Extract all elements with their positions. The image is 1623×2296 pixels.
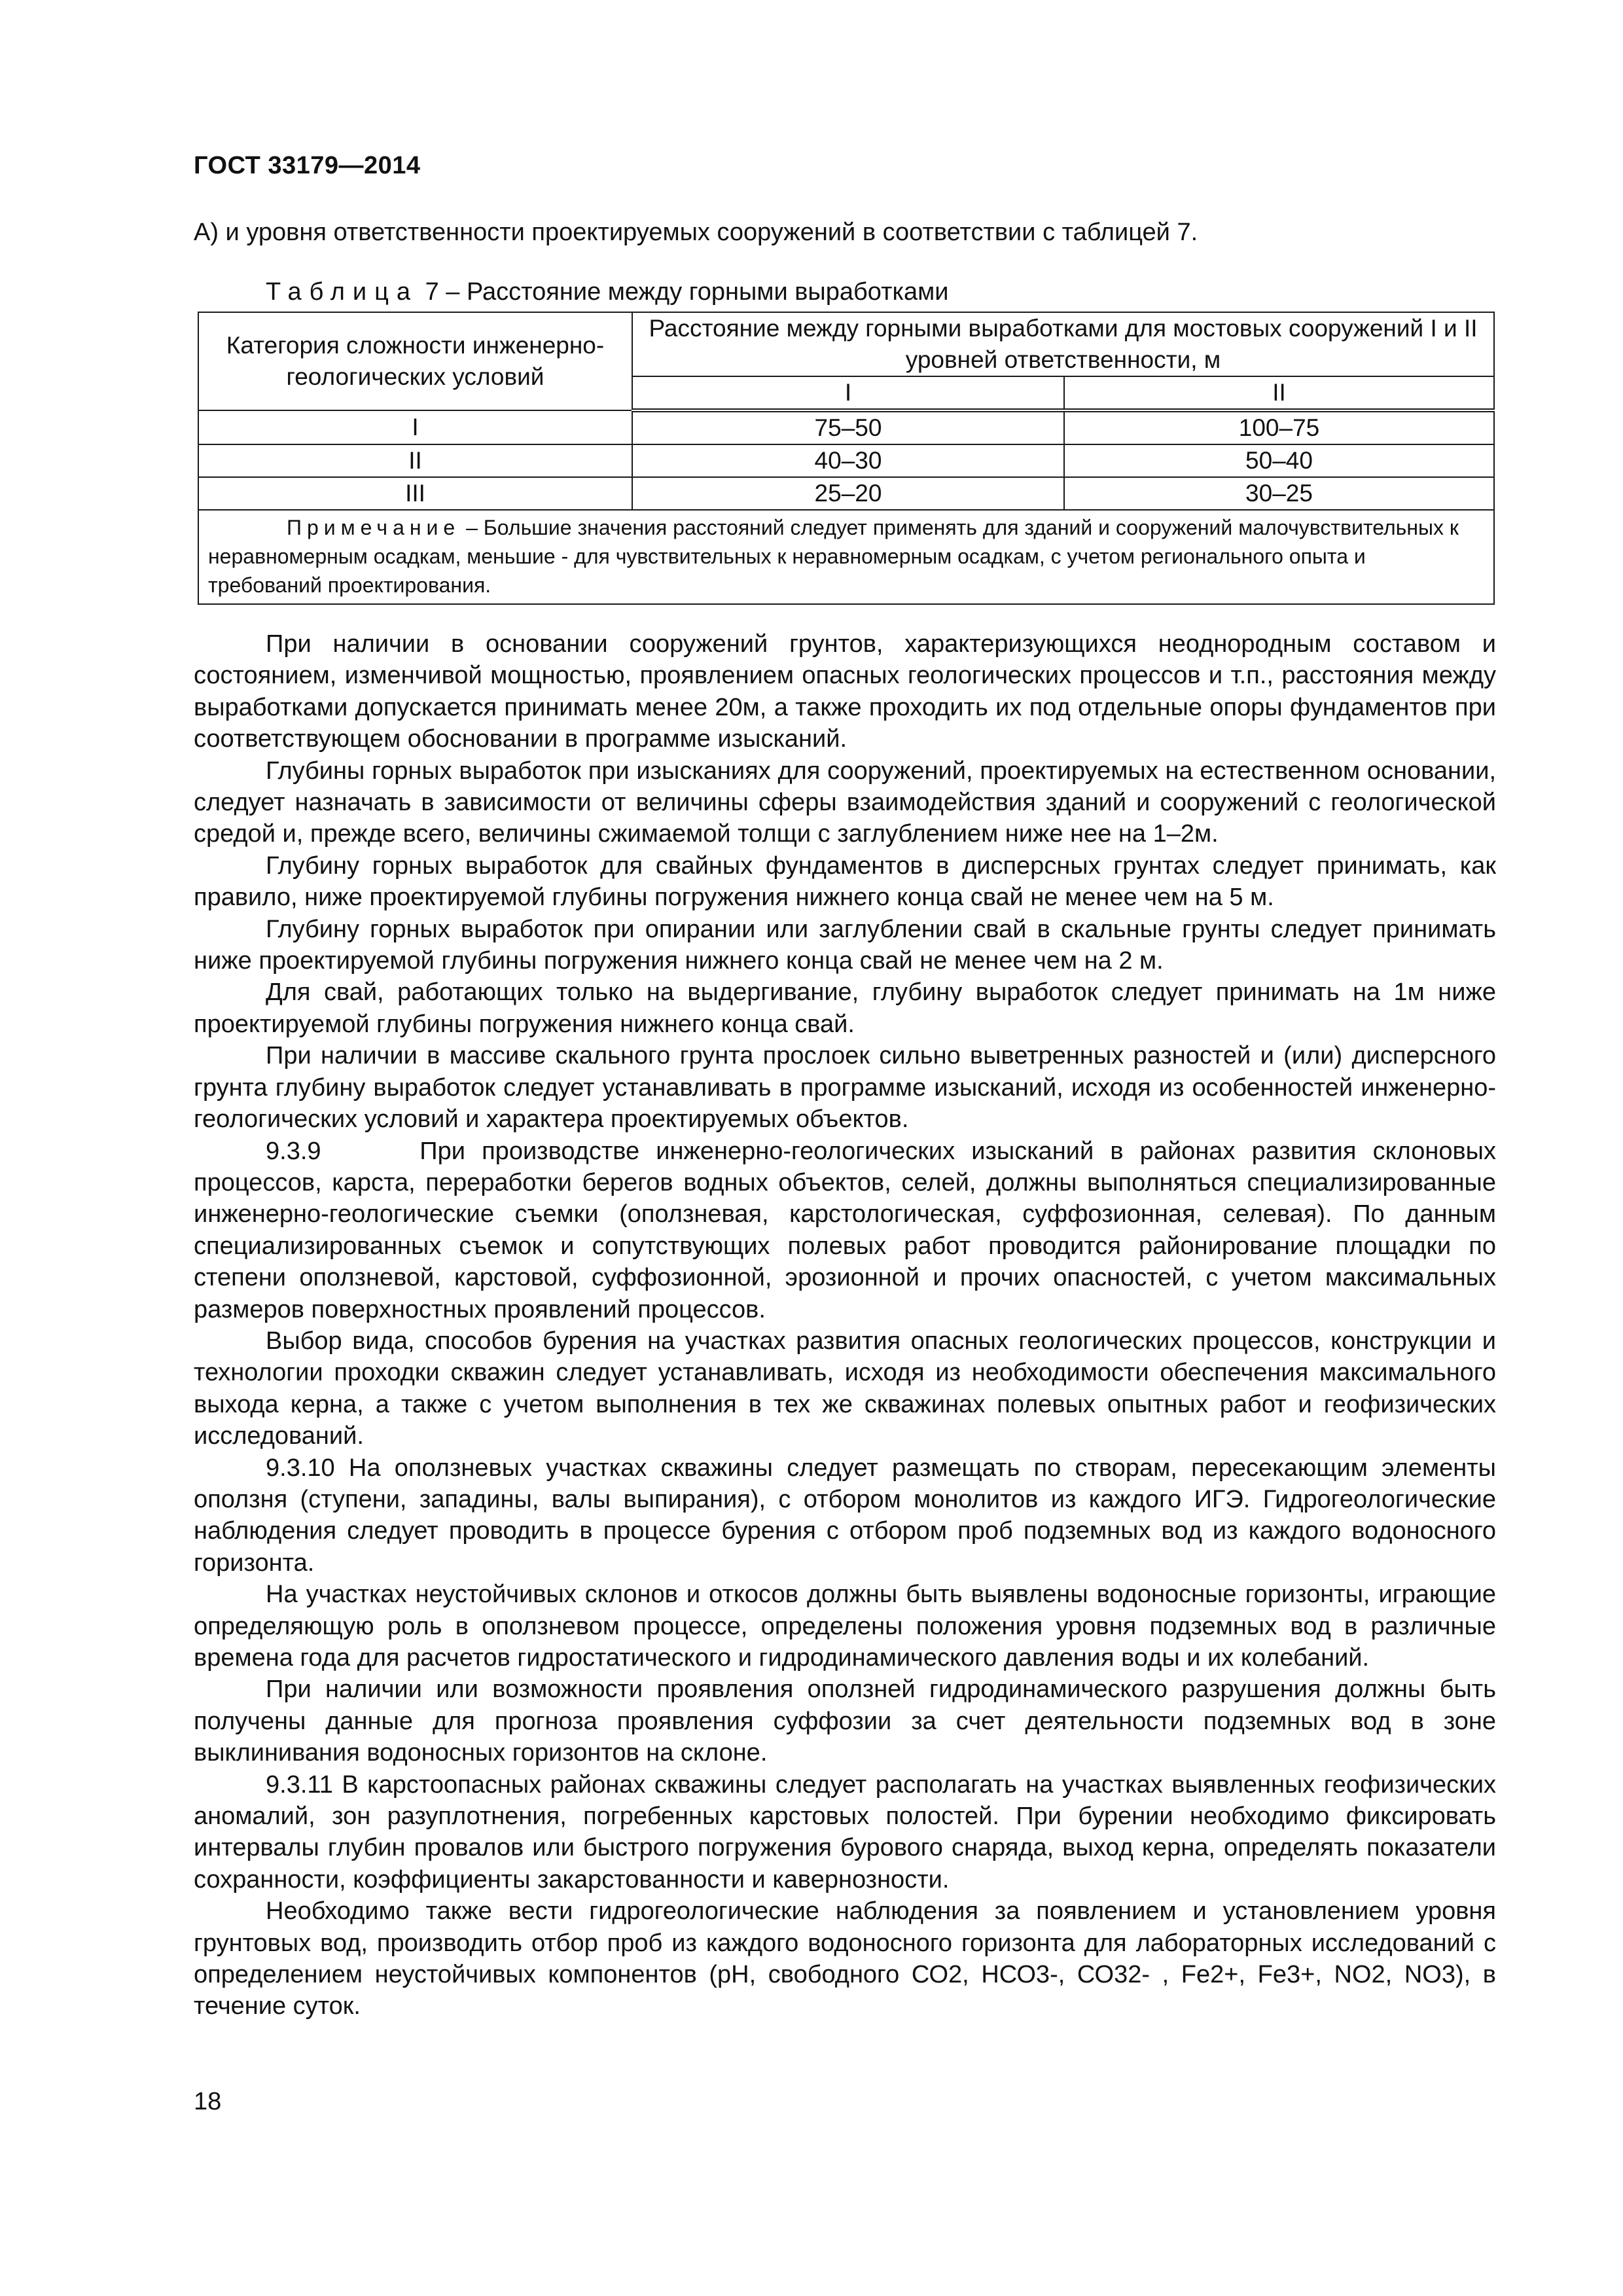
table-note	[198, 510, 1494, 604]
subheader-level-2: II	[1064, 376, 1494, 410]
col-distance-header: Расстояние между горными выработками для мостовых сооружений I и II уровней ответственности, м	[632, 312, 1494, 376]
table-caption-label: Таблица	[266, 278, 418, 306]
table-cell-level-1: 40–30	[632, 444, 1064, 477]
table-row	[198, 477, 1494, 510]
col-category-header: Категория сложности инженерно-геологических условий	[198, 312, 632, 410]
table-note-text: – Большие значения расстояний следует применять для зданий и сооружений малочувствительных к неравномерным осадкам, меньшие - для чувствительных к неравномерным осадкам, с учетом регионального опыта и требований проектирования.	[208, 516, 1459, 597]
subheader-level-1: I	[632, 376, 1064, 410]
table-cell-level-1: 25–20	[632, 477, 1064, 510]
table-cell-level-2: 100–75	[1064, 410, 1494, 444]
paragraph: Глубину горных выработок для свайных фундаментов в дисперсных грунтах следует принимать, как правило, ниже проектируемой глубины погружения нижнего конца свай не менее чем на 5 м.	[194, 852, 1496, 912]
intro-line: А) и уровня ответственности проектируемых сооружений в соответствии с таблицей 7.	[194, 219, 1198, 246]
paragraph: При наличии в основании сооружений грунтов, характеризующихся неоднородным составом и состоянием, изменчивой мощностью, проявлением опасных геологических процессов и т.п., расстояния между выработками допускается принимать менее 20м, а также проходить их под отдельные опоры фундаментов при соответствующем обосновании в программе изысканий.	[194, 630, 1496, 753]
paragraph-9-3-11: 9.3.11 В карстоопасных районах скважины следует располагать на участках выявленных геофизических аномалий, зон разуплотнения, погребенных карстовых полостей. При бурении необходимо фиксировать интервалы глубин провалов или быстрого погружения бурового снаряда, выход керна, определять показатели сохранности, коэффициенты закарстованности и кавернозности.	[194, 1770, 1496, 1893]
paragraph: Необходимо также вести гидрогеологические наблюдения за появлением и установлением уровня грунтовых вод, производить отбор проб из каждого водоносного горизонта для лабораторных исследований с определением неустойчивых компонентов (рН, свободного СО2, НСО3-, СО32- , Fe2+, Fe3+, NO2, NO3), в течение суток.	[194, 1897, 1496, 2020]
paragraph-9-3-9: 9.3.9 При производстве инженерно-геологических изысканий в районах развития склоновых процессов, карста, переработки берегов водных объектов, селей, должны выполняться специализированные инженерно-геологические съемки (оползневая, карстологическая, суффозионная, селевая). По данным специализированных съемок и сопутствующих полевых работ проводится районирование площадки по степени оползневой, карстовой, суффозионной, эрозионной и прочих опасностей, с учетом максимальных размеров поверхностных проявлений процессов.	[194, 1137, 1503, 1323]
distance-table	[198, 312, 1495, 605]
table-cell-level-2: 50–40	[1064, 444, 1494, 477]
paragraph: Для свай, работающих только на выдергивание, глубину выработок следует принимать на 1м ниже проектируемой глубины погружения нижнего конца свай.	[194, 978, 1496, 1038]
table-cell-level-1: 75–50	[632, 410, 1064, 444]
table-row	[198, 410, 1494, 444]
table-cell-category: I	[198, 410, 632, 444]
paragraph: Глубины горных выработок при изысканиях для сооружений, проектируемых на естественном основании, следует назначать в зависимости от величины сферы взаимодействия зданий и сооружений с геологической средой и, прежде всего, величины сжимаемой толщи с заглублением ниже нее на 1–2м.	[194, 757, 1496, 848]
paragraph: При наличии в массиве скального грунта прослоек сильно выветренных разностей и (или) дисперсного грунта глубину выработок следует устанавливать в программе изысканий, исходя из особенностей инженерно-геологических условий и характера проектируемых объектов.	[194, 1042, 1496, 1134]
table-note-label: Примечание	[287, 516, 461, 539]
paragraph: Глубину горных выработок при опирании или заглублении свай в скальные грунты следует принимать ниже проектируемой глубины погружения нижнего конца свай не менее чем на 2 м.	[194, 915, 1496, 975]
table-cell-category: III	[198, 477, 632, 510]
table-caption-title: – Расстояние между горными выработками	[446, 278, 949, 306]
paragraph: На участках неустойчивых склонов и откосов должны быть выявлены водоносные горизонты, играющие определяющую роль в оползневом процессе, определены положения уровня подземных вод в различные времена года для расчетов гидростатического и гидродинамического давления воды и их колебаний.	[194, 1581, 1496, 1672]
paragraph: Выбор вида, способов бурения на участках развития опасных геологических процессов, конструкции и технологии проходки скважин следует устанавливать, исходя из необходимости обеспечения максимального выхода керна, а также с учетом выполнения в тех же скважинах полевых опытных работ и геофизических исследований.	[194, 1327, 1496, 1450]
body-text	[194, 628, 1503, 2022]
page-number: 18	[194, 2088, 222, 2115]
table-row	[198, 444, 1494, 477]
paragraph-9-3-10: 9.3.10 На оползневых участках скважины следует размещать по створам, пересекающим элементы оползня (ступени, западины, валы выпирания), с отбором монолитов из каждого ИГЭ. Гидрогеологические наблюдения следует проводить в процессе бурения с отбором проб подземных вод из каждого водоносного горизонта.	[194, 1454, 1496, 1577]
table-caption-number: 7	[425, 278, 439, 306]
paragraph: При наличии или возможности проявления оползней гидродинамического разрушения должны быть получены данные для прогноза проявления суффозии за счет деятельности подземных вод в зоне выклинивания водоносных горизонтов на склоне.	[194, 1676, 1496, 1767]
document-header: ГОСТ 33179—2014	[194, 152, 421, 179]
table-caption	[266, 278, 948, 306]
table-cell-level-2: 30–25	[1064, 477, 1494, 510]
table-cell-category: II	[198, 444, 632, 477]
